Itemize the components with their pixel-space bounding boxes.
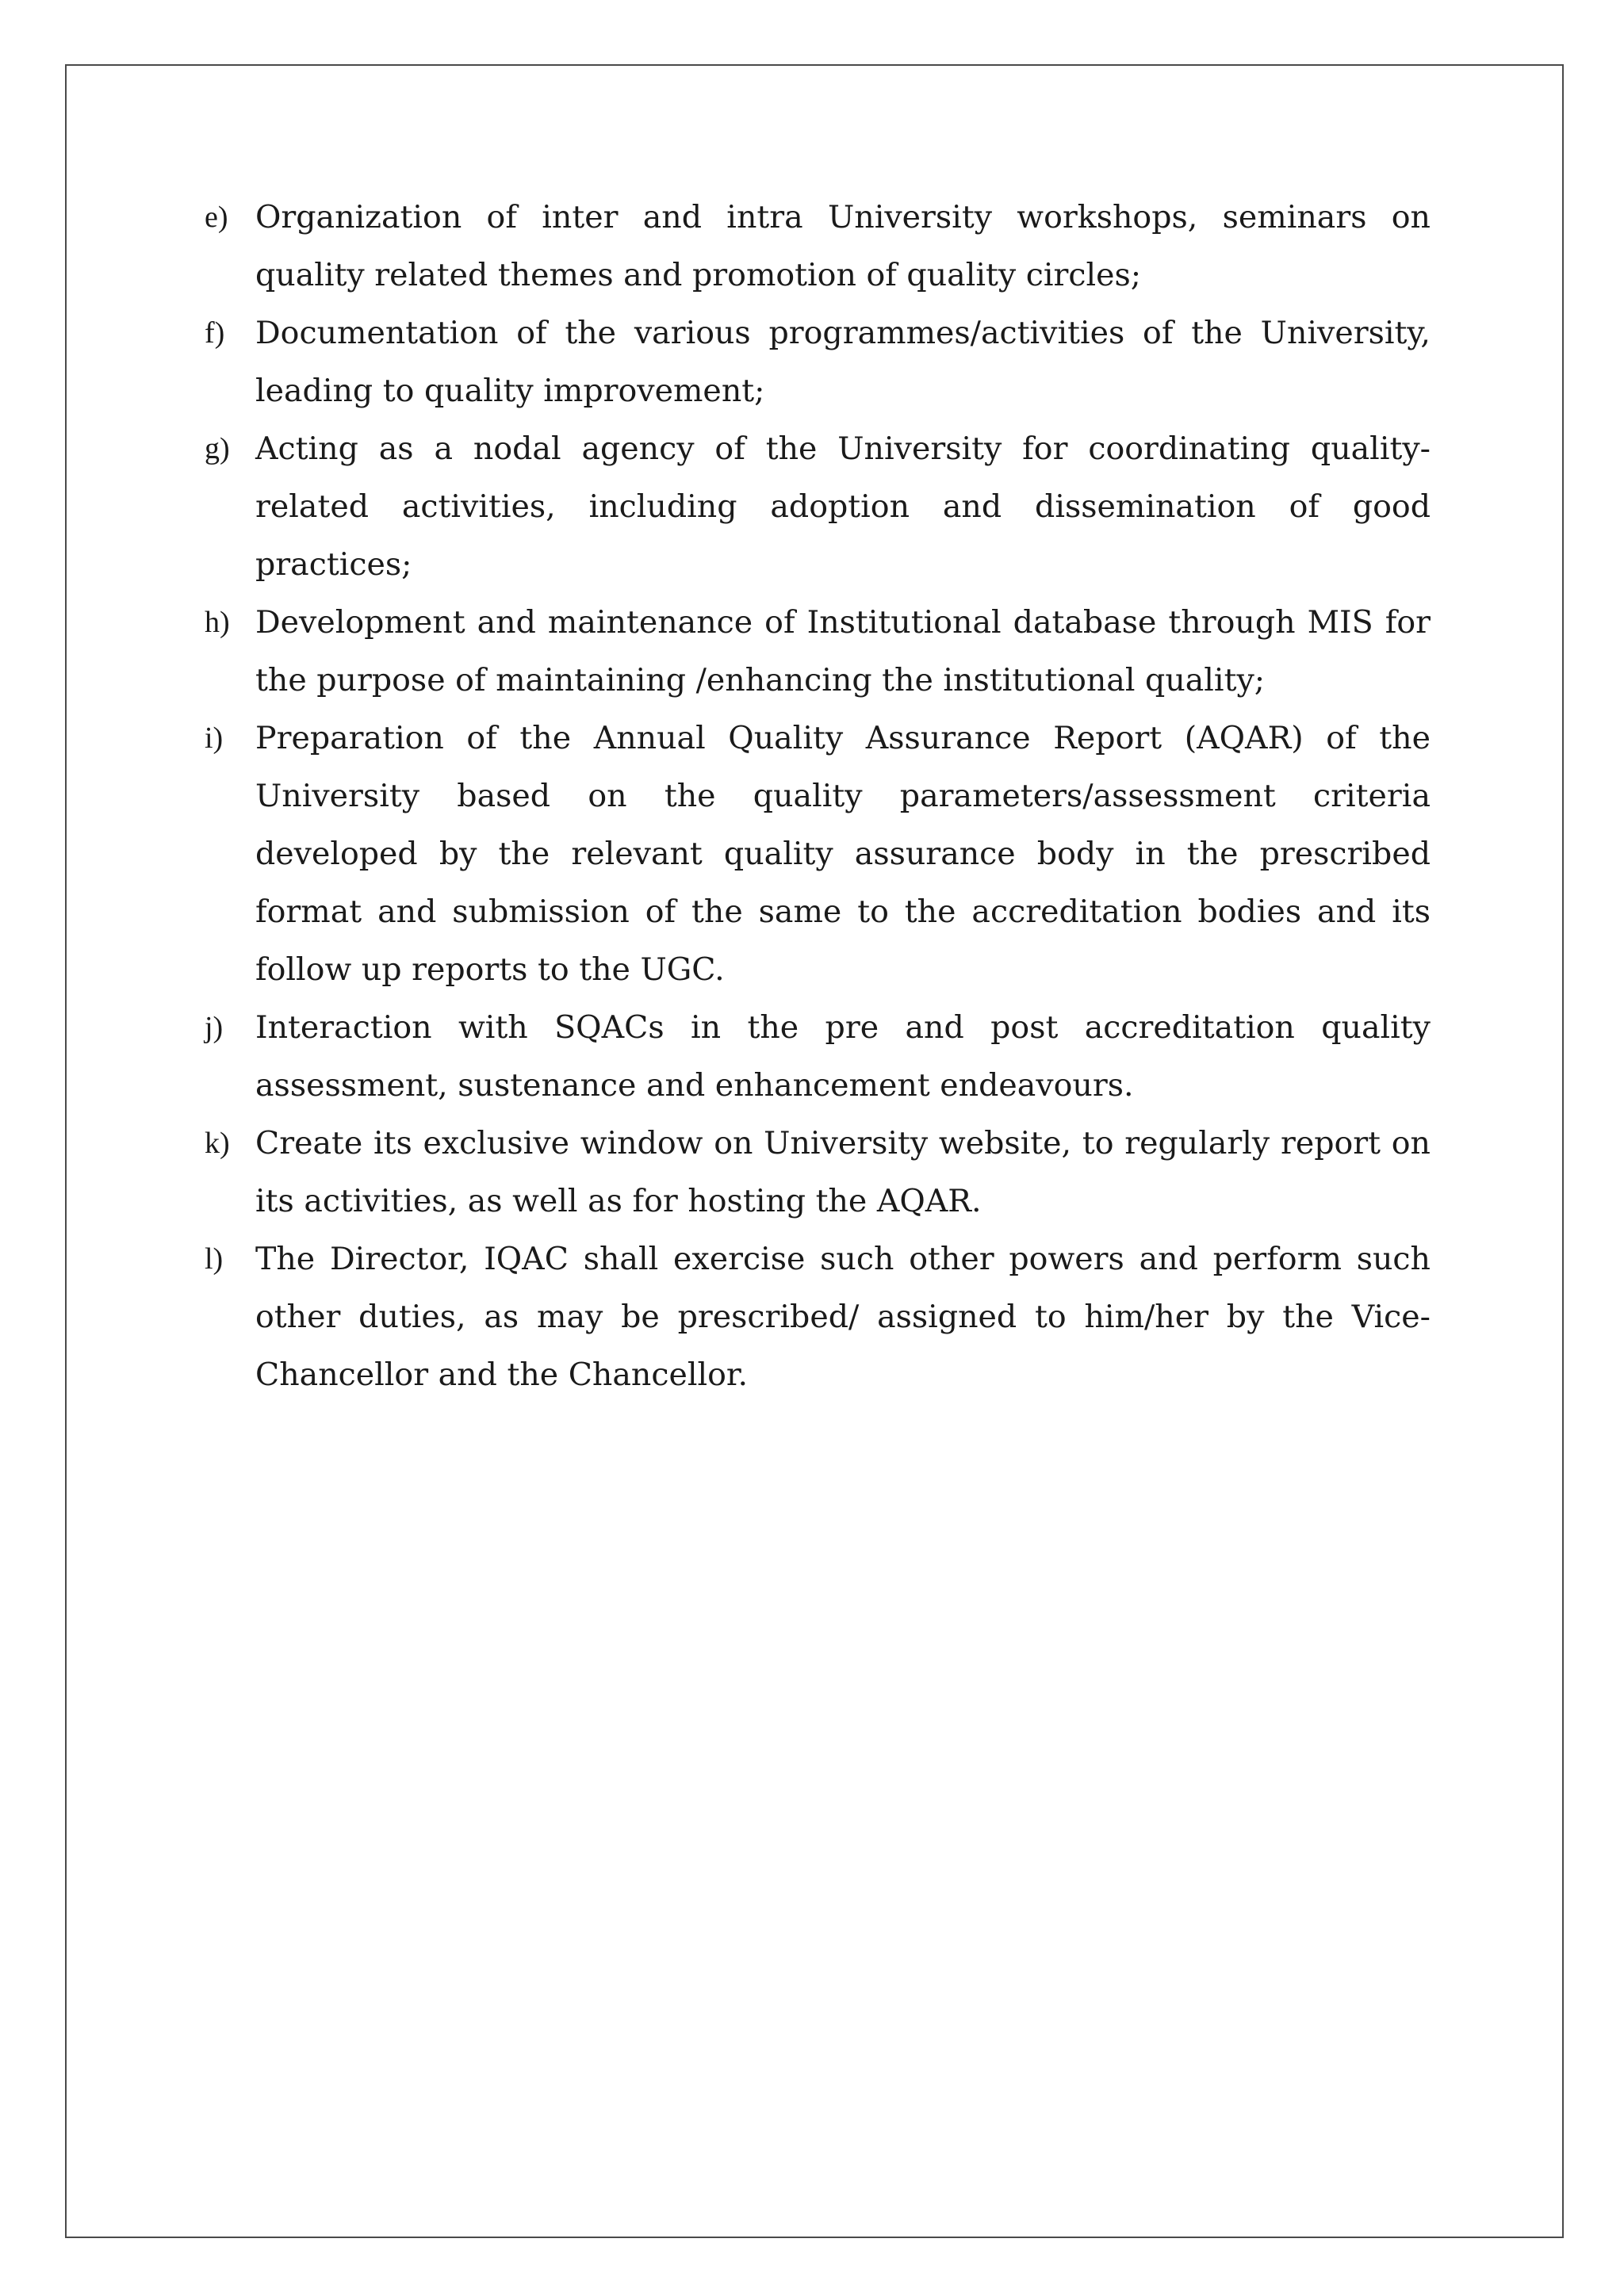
list-item-l [203,1230,1431,1404]
list-item-g [203,420,1431,594]
list-item-i [203,710,1431,999]
list-item-f [203,304,1431,420]
list-marker: l) [205,1242,224,1276]
list-item-text: Organization of inter and intra University workshops, seminars on quality related themes and promotion of quality circles; [255,199,1431,293]
list-marker: h) [205,606,230,639]
list-marker: i) [205,721,224,755]
list-item-e [203,189,1431,304]
list-marker: e) [205,201,228,234]
list-marker: j) [205,1011,224,1044]
list-item-text: Preparation of the Annual Quality Assurance Report (AQAR) of the University based on the quality parameters/assessment criteria developed by the relevant quality assurance body in the prescribed format and submission of the same to the accreditation bodies and its follow up reports to the UGC. [255,720,1431,988]
list-item-text: The Director, IQAC shall exercise such other powers and perform such other duties, as may be prescribed/ assigned to him/her by the Vice-Chancellor and the Chancellor. [255,1241,1431,1393]
list-item-text: Interaction with SQACs in the pre and post accreditation quality assessment, sustenance and enhancement endeavours. [255,1009,1431,1104]
list-marker: f) [205,316,225,350]
list-marker: g) [205,432,230,465]
list-item-h [203,594,1431,710]
list-item-text: Development and maintenance of Institutional database through MIS for the purpose of maintaining /enhancing the institutional quality; [255,604,1431,698]
list-item-text: Acting as a nodal agency of the University for coordinating quality-related activities, including adoption and dissemination of good practices; [255,430,1431,583]
list-item-text: Create its exclusive window on University website, to regularly report on its activities, as well as for hosting the AQAR. [255,1125,1431,1219]
list-marker: k) [205,1127,230,1160]
document-body [203,189,1431,1404]
list-item-k [203,1115,1431,1230]
list-item-text: Documentation of the various programmes/activities of the University, leading to quality improvement; [255,315,1431,409]
list-item-j [203,999,1431,1115]
